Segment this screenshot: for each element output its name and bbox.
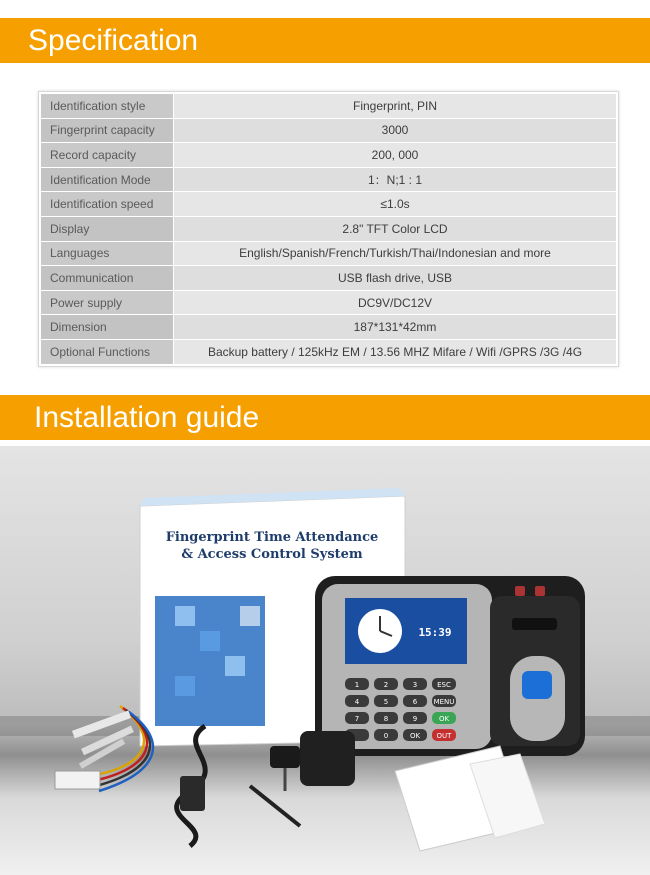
spec-label: Display xyxy=(41,216,174,241)
spec-row xyxy=(41,266,617,291)
product-photo xyxy=(0,446,650,875)
screen-time: 15:39 xyxy=(418,626,452,639)
keypad-key-label: ESC xyxy=(437,681,451,689)
installation-banner xyxy=(0,395,650,440)
user-manual xyxy=(395,746,545,851)
spec-row xyxy=(41,167,617,192)
spec-value: DC9V/DC12V xyxy=(174,290,617,315)
keypad-key-label: 8 xyxy=(383,715,389,723)
product-illustration xyxy=(0,446,650,875)
keypad-key-label: OUT xyxy=(436,732,452,740)
spec-label: Optional Functions xyxy=(41,339,174,364)
spec-row xyxy=(41,192,617,217)
specification-banner xyxy=(0,18,650,63)
spec-row xyxy=(41,143,617,168)
keypad-key-label: 1 xyxy=(354,681,360,689)
spec-row xyxy=(41,241,617,266)
keypad-key-label: 9 xyxy=(412,715,418,723)
keypad-key-label: OK xyxy=(438,715,450,723)
spec-value: 2.8" TFT Color LCD xyxy=(174,216,617,241)
specification-heading: Specification xyxy=(28,23,199,57)
keypad-key-label: 3 xyxy=(412,681,418,689)
spec-value: Backup battery / 125kHz EM / 13.56 MHZ Mifare / Wifi /GPRS /3G /4G xyxy=(174,339,617,364)
spec-label: Communication xyxy=(41,266,174,291)
spec-row xyxy=(41,216,617,241)
spec-row xyxy=(41,339,617,364)
spec-value: 3000 xyxy=(174,118,617,143)
keypad-key-label: 4 xyxy=(354,698,360,706)
box-title-line2: & Access Control System xyxy=(181,547,363,562)
keypad-key-label: 2 xyxy=(383,681,389,689)
spec-label: Identification Mode xyxy=(41,167,174,192)
spec-label: Identification speed xyxy=(41,192,174,217)
power-adapter xyxy=(250,731,355,826)
spec-value: USB flash drive, USB xyxy=(174,266,617,291)
spec-label: Dimension xyxy=(41,315,174,340)
keypad-key-label: OK xyxy=(409,732,421,740)
spec-value: English/Spanish/French/Turkish/Thai/Indonesian and more xyxy=(174,241,617,266)
spec-value: 187*131*42mm xyxy=(174,315,617,340)
spec-row xyxy=(41,94,617,119)
spec-value: ≤1.0s xyxy=(174,192,617,217)
box-title-line1: Fingerprint Time Attendance xyxy=(165,530,379,545)
keypad-key-label: MENU xyxy=(433,698,455,706)
spec-label: Identification style xyxy=(41,94,174,119)
spec-label: Languages xyxy=(41,241,174,266)
keypad-key-label: 6 xyxy=(412,698,418,706)
installation-heading: Installation guide xyxy=(34,400,260,434)
spec-row xyxy=(41,290,617,315)
terminal-device xyxy=(315,576,585,756)
spec-table xyxy=(40,93,617,365)
spec-value: 1：N;1 : 1 xyxy=(174,167,617,192)
keypad-key-label: 5 xyxy=(383,698,389,706)
spec-value: Fingerprint, PIN xyxy=(174,94,617,119)
spec-value: 200, 000 xyxy=(174,143,617,168)
spec-label: Record capacity xyxy=(41,143,174,168)
spec-label: Power supply xyxy=(41,290,174,315)
spec-row xyxy=(41,315,617,340)
keypad-key-label: 7 xyxy=(354,715,360,723)
keypad-key-label: 0 xyxy=(383,732,389,740)
spec-row xyxy=(41,118,617,143)
spec-label: Fingerprint capacity xyxy=(41,118,174,143)
